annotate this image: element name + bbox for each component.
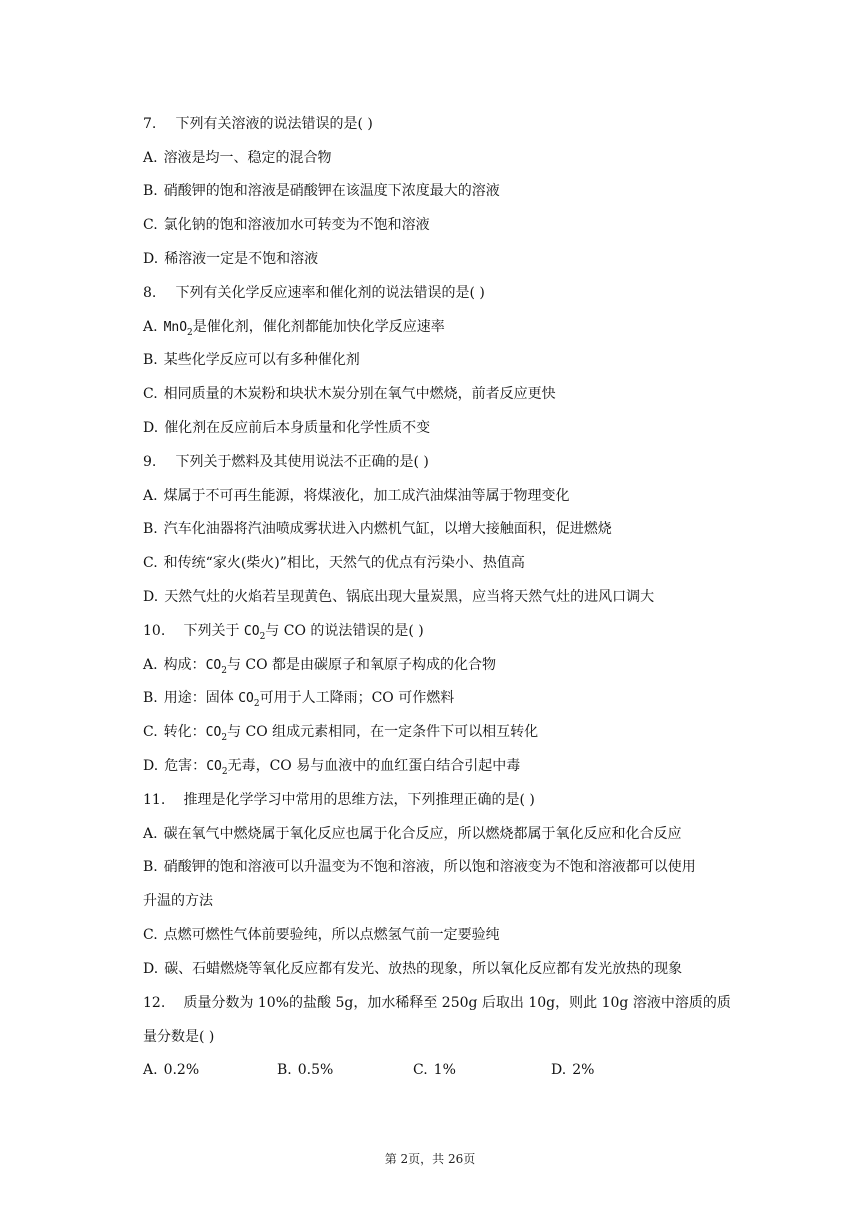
question-8-option-d (143, 418, 760, 438)
option-label: A. (143, 488, 158, 504)
question-9-stem (143, 452, 760, 472)
option-text: 危害： (164, 758, 207, 774)
chemical-formula: MnO (163, 320, 188, 335)
question-9-option-a (143, 486, 760, 506)
formula-subscript: 2 (221, 732, 228, 743)
question-text: 下列有关化学反应速率和催化剂的说法错误的是( ) (175, 285, 485, 301)
option-text: 碳、石蜡燃烧等氧化反应都有发光、放热的现象，所以氧化反应都有发光放热的现象 (164, 961, 683, 977)
question-10-stem (143, 621, 760, 647)
question-number: 7. (143, 116, 157, 132)
option-text: 稀溶液一定是不饱和溶液 (164, 251, 319, 267)
chemical-formula: CO (206, 759, 222, 774)
option-label: B. (143, 690, 158, 706)
formula-subscript: 2 (187, 327, 193, 338)
option-text: 升温的方法 (143, 893, 213, 909)
question-text: 推理是化学学习中常用的思维方法，下列推理正确的是( ) (183, 792, 535, 808)
page-footer: 第 2页，共 26页 (384, 1152, 476, 1166)
question-text: 下列有关溶液的说法错误的是( ) (175, 116, 373, 132)
question-text: 与 CO 的说法错误的是( ) (265, 623, 424, 639)
question-8-option-c (143, 384, 760, 404)
option-text: 是催化剂，催化剂都能加快化学反应速率 (192, 319, 445, 335)
option-label: A. (143, 150, 158, 166)
question-number: 8. (143, 285, 157, 301)
question-number: 12. (143, 995, 166, 1011)
option-text: 0.2% (163, 1062, 200, 1078)
chemical-formula: CO (205, 658, 222, 673)
option-text: 和传统“家火(柴火)”相比，天然气的优点有污染小、热值高 (163, 555, 525, 571)
option-text: 天然气灶的火焰若呈现黄色、锅底出现大量炭黑，应当将天然气灶的进风口调大 (164, 589, 655, 605)
option-text: 相同质量的木炭粉和块状木炭分别在氧气中燃烧，前者反应更快 (163, 386, 556, 402)
option-text: 转化： (163, 724, 206, 740)
question-10-option-c (143, 722, 760, 748)
formula-subscript: 2 (221, 665, 227, 676)
option-text: 汽车化油器将汽油喷成雾状进入内燃机气缸，以增大接触面积，促进燃烧 (163, 521, 612, 537)
option-label: C. (143, 555, 158, 571)
option-text: 煤属于不可再生能源，将煤液化，加工成汽油煤油等属于物理变化 (163, 488, 570, 504)
option-label: C. (413, 1062, 428, 1078)
chemical-formula: CO (238, 691, 254, 706)
option-label: D. (551, 1062, 567, 1078)
option-text: 构成： (163, 657, 206, 673)
chemical-formula: CO (205, 725, 222, 740)
question-text: 量分数是( ) (143, 1029, 215, 1045)
option-label: B. (143, 859, 158, 875)
option-text: 与 CO 组成元素相同，在一定条件下可以相互转化 (227, 724, 539, 740)
question-text: 质量分数为 10%的盐酸 5g，加水稀释至 250g 后取出 10g，则此 10g 溶液中溶质的质 (183, 995, 731, 1011)
option-label: D. (143, 961, 159, 977)
question-8-option-a (143, 317, 760, 343)
option-text: 氯化钠的饱和溶液加水可转变为不饱和溶液 (163, 217, 430, 233)
option-label: B. (143, 183, 158, 199)
option-text: 硝酸钾的饱和溶液可以升温变为不饱和溶液，所以饱和溶液变为不饱和溶液都可以使用 (163, 859, 696, 875)
option-label: D. (143, 251, 159, 267)
option-label: A. (143, 1062, 158, 1078)
question-number: 10. (143, 623, 166, 639)
option-label: D. (143, 758, 159, 774)
option-label: B. (277, 1062, 292, 1078)
option-text: 可用于人工降雨；CO 可作燃料 (259, 690, 455, 706)
option-text: 催化剂在反应前后本身质量和化学性质不变 (164, 420, 431, 436)
question-7-option-d (143, 249, 760, 269)
option-label: D. (143, 589, 159, 605)
question-11-option-d (143, 959, 760, 979)
option-text: 0.5% (297, 1062, 334, 1078)
option-text: 碳在氧气中燃烧属于氧化反应也属于化合反应，所以燃烧都属于氧化反应和化合反应 (163, 826, 682, 842)
question-12-stem-continuation (143, 1027, 760, 1047)
question-11-option-c (143, 925, 760, 945)
question-7-stem (143, 114, 760, 134)
question-9-option-b (143, 519, 760, 539)
formula-subscript: 2 (253, 698, 260, 709)
option-text: 硝酸钾的饱和溶液是硝酸钾在该温度下浓度最大的溶液 (163, 183, 500, 199)
option-label: D. (143, 420, 159, 436)
question-11-option-b (143, 857, 760, 877)
choice-c (413, 1060, 456, 1080)
option-label: B. (143, 521, 158, 537)
option-label: A. (143, 826, 158, 842)
question-10-option-a (143, 655, 760, 681)
option-text: 与 CO 都是由碳原子和氧原子构成的化合物 (226, 657, 497, 673)
formula-subscript: 2 (221, 766, 228, 777)
option-text: 溶液是均一、稳定的混合物 (163, 150, 332, 166)
choice-a (143, 1060, 199, 1080)
option-label: A. (143, 657, 158, 673)
question-9-option-d (143, 587, 760, 607)
option-label: C. (143, 724, 158, 740)
option-text: 用途：固体 (163, 690, 239, 706)
option-label: C. (143, 217, 158, 233)
question-9-option-c (143, 553, 760, 573)
question-text: 下列关于燃料及其使用说法不正确的是( ) (175, 454, 429, 470)
option-text: 某些化学反应可以有多种催化剂 (163, 352, 360, 368)
formula-subscript: 2 (259, 631, 266, 642)
question-11-option-a (143, 824, 760, 844)
question-11-stem (143, 790, 760, 810)
option-label: C. (143, 927, 158, 943)
question-7-option-a (143, 148, 760, 168)
choice-d (551, 1060, 594, 1080)
option-label: A. (143, 319, 158, 335)
choice-b (277, 1060, 333, 1080)
question-number: 9. (143, 454, 157, 470)
question-12-stem (143, 993, 760, 1013)
option-text: 1% (433, 1062, 456, 1078)
option-label: B. (143, 352, 158, 368)
option-text: 无毒，CO 易与血液中的血红蛋白结合引起中毒 (227, 758, 521, 774)
question-text: 下列关于 (183, 623, 244, 639)
option-label: C. (143, 386, 158, 402)
question-number: 11. (143, 792, 166, 808)
question-10-option-d (143, 756, 760, 782)
question-8-stem (143, 283, 760, 303)
option-text: 2% (572, 1062, 595, 1078)
question-7-option-b (143, 181, 760, 201)
option-text: 点燃可燃性气体前要验纯，所以点燃氢气前一定要验纯 (163, 927, 500, 943)
chemical-formula: CO (243, 624, 260, 639)
question-7-option-c (143, 215, 760, 235)
question-10-option-b (143, 688, 760, 714)
question-11-option-b-continuation (143, 891, 760, 911)
question-8-option-b (143, 350, 760, 370)
